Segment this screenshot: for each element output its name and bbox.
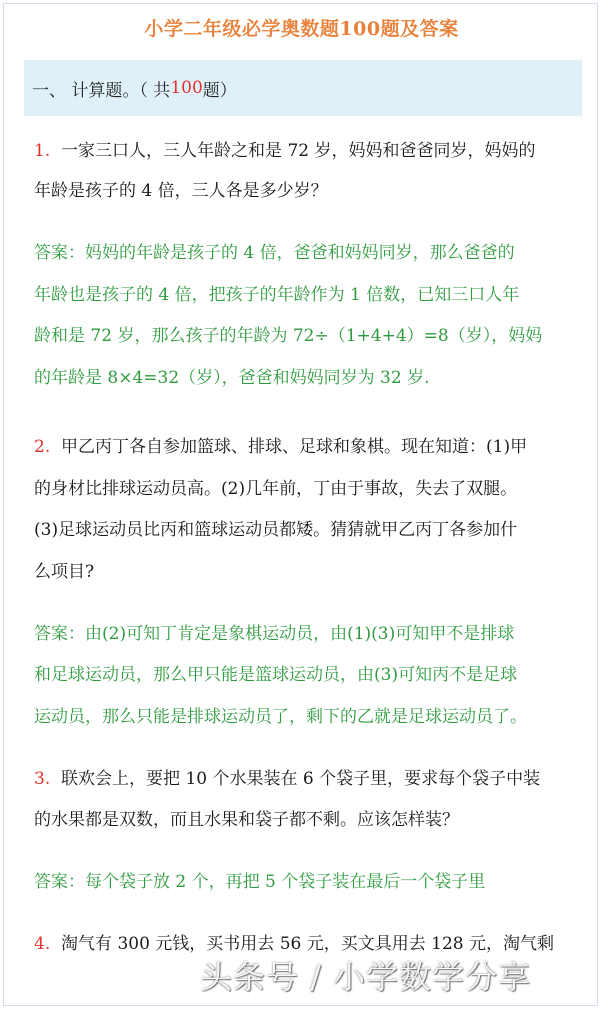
question-2-line-1: 2. 甲乙丙丁各自参加篮球、排球、足球和象棋。现在知道：(1)甲 (34, 437, 528, 457)
answer-1-line-2: 年龄也是孩子的 4 倍，把孩子的年龄作为 1 倍数，已知三口人年 (34, 285, 520, 305)
question-1-line-2: 年龄是孩子的 4 倍，三人各是多少岁？ (34, 181, 328, 201)
section-suffix: 题） (202, 80, 237, 101)
document-title: 小学二年级必学奥数题100题及答案 (144, 18, 459, 40)
answer-2-line-3: 运动员，那么只能是排球运动员了，剩下的乙就是足球运动员了。 (34, 707, 527, 727)
question-2-line-3: (3)足球运动员比丙和篮球运动员都矮。猜猜就甲乙丙丁各参加什 (34, 520, 518, 540)
question-3-number: 3. (34, 769, 51, 789)
section-prefix: 一、 计算题。（ 共 (32, 80, 171, 101)
answer-1-line-4: 的年龄是 8×4=32（岁），爸爸和妈妈同岁为 32 岁. (34, 368, 430, 388)
watermark-text: 头条号 / 小学数学分享 (200, 958, 532, 996)
answer-1-line-3: 龄和是 72 岁，那么孩子的年龄为 72÷（1+4+4）=8（岁），妈妈 (34, 326, 543, 346)
question-2-number: 2. (34, 437, 51, 457)
answer-2-line-1: 答案：由(2)可知丁肯定是象棋运动员，由(1)(3)可知甲不是排球 (34, 624, 515, 644)
question-4-line-1: 4. 淘气有 300 元钱，买书用去 56 元，买文具用去 128 元，淘气剩 (34, 934, 554, 954)
answer-3-line-1: 答案：每个袋子放 2 个，再把 5 个袋子装在最后一个袋子里 (34, 872, 486, 892)
section-count: 100 (170, 78, 203, 98)
question-1-number: 1. (34, 141, 51, 161)
question-1-line-1: 1. 一家三口人，三人年龄之和是 72 岁，妈妈和爸爸同岁，妈妈的 (34, 141, 536, 161)
answer-1-line-1: 答案：妈妈的年龄是孩子的 4 倍，爸爸和妈妈同岁，那么爸爸的 (34, 243, 515, 263)
question-3-line-2: 的水果都是双数，而且水果和袋子都不剩。应该怎样装？ (34, 810, 459, 830)
question-2-line-4: 么项目? (34, 562, 95, 582)
section-header (24, 60, 582, 116)
answer-2-line-2: 和足球运动员，那么甲只能是篮球运动员，由(3)可知丙不是足球 (34, 665, 518, 685)
question-2-line-2: 的身材比排球运动员高。(2)几年前，丁由于事故，失去了双腿。 (34, 479, 518, 499)
question-4-number: 4. (34, 934, 51, 954)
question-3-line-1: 3. 联欢会上，要把 10 个水果装在 6 个袋子里，要求每个袋子中装 (34, 769, 541, 789)
